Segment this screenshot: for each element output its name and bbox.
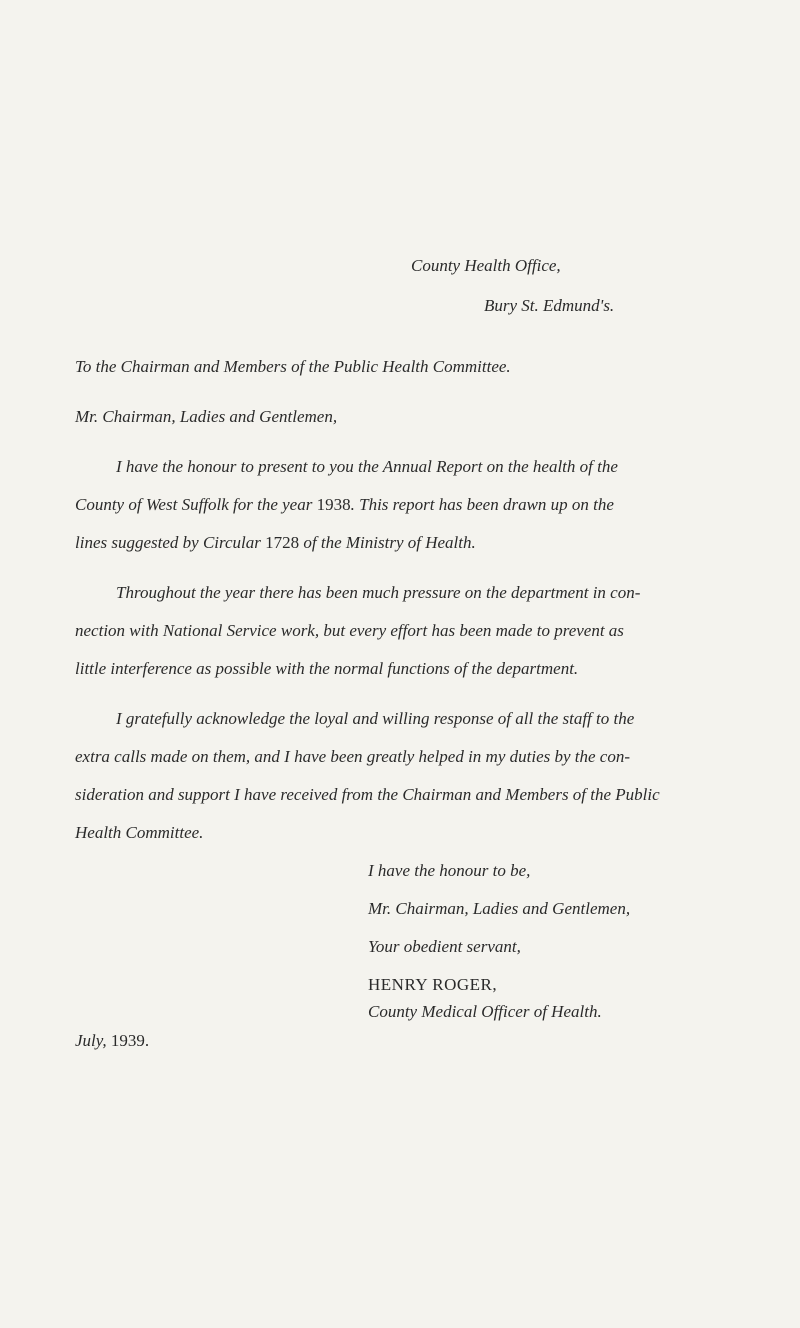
closing-line-1: I have the honour to be, bbox=[368, 861, 531, 880]
closing-line-3: Your obedient servant, bbox=[368, 937, 521, 956]
signatory-title: County Medical Officer of Health. bbox=[368, 1002, 602, 1021]
addressee: To the Chairman and Members of the Public Health Committee. bbox=[75, 357, 511, 376]
signatory-name: HENRY ROGER, bbox=[368, 975, 498, 994]
paragraph-1-line-2 bbox=[75, 495, 614, 515]
paragraph-3-line-3: sideration and support I have received from the Chairman and Members of the Public bbox=[75, 785, 660, 804]
date-month: July, bbox=[75, 1031, 111, 1050]
salutation: Mr. Chairman, Ladies and Gentlemen, bbox=[75, 407, 338, 426]
paragraph-3-line-1: I gratefully acknowledge the loyal and willing response of all the staff to the bbox=[116, 709, 635, 728]
paragraph-2-line-1: Throughout the year there has been much pressure on the department in con- bbox=[116, 583, 641, 602]
report-year: 1938 bbox=[316, 495, 351, 514]
p1-text: Annual Report on the health of the bbox=[382, 457, 618, 476]
closing-line-2: Mr. Chairman, Ladies and Gentlemen, bbox=[368, 899, 631, 918]
paragraph-3-line-4: Health Committee. bbox=[75, 823, 204, 842]
p1-text: I have the honour to present to you the bbox=[116, 457, 383, 476]
date-year: 1939. bbox=[110, 1031, 150, 1050]
address-line-2: Bury St. Edmund's. bbox=[484, 296, 615, 315]
p1-text: . This report has been drawn up on the bbox=[350, 495, 614, 514]
paragraph-3-line-2: extra calls made on them, and I have been greatly helped in my duties by the con- bbox=[75, 747, 631, 766]
p1-text: lines suggested by Circular bbox=[75, 533, 266, 552]
p1-text: County of West Suffolk for the year bbox=[75, 495, 317, 514]
paragraph-2-line-3: little interference as possible with the normal functions of the department. bbox=[75, 659, 579, 678]
paragraph-1-line-1 bbox=[116, 457, 618, 477]
letter-date bbox=[75, 1031, 149, 1051]
paragraph-2-line-2: nection with National Service work, but every effort has been made to prevent as bbox=[75, 621, 624, 640]
p1-text: of the Ministry of Health. bbox=[299, 533, 476, 552]
address-line-1: County Health Office, bbox=[411, 256, 561, 275]
circular-number: 1728 bbox=[265, 533, 300, 552]
paragraph-1-line-3 bbox=[75, 533, 476, 553]
